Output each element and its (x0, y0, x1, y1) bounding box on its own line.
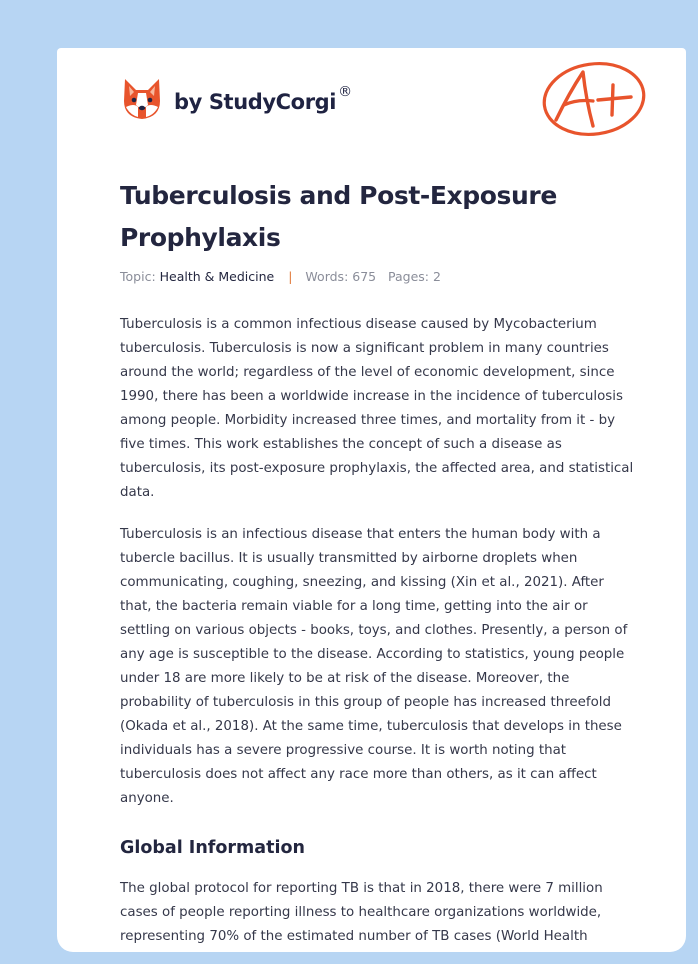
page-count: Pages: 2 (388, 269, 441, 284)
document-page (57, 48, 686, 952)
document-meta (120, 269, 441, 284)
a-plus-grade-icon (539, 58, 649, 140)
meta-separator: | (288, 269, 293, 284)
topic-label: Topic: (120, 269, 156, 284)
section-heading: Global Information (120, 838, 305, 858)
logo-wordmark (174, 84, 352, 114)
studycorgi-logo[interactable] (122, 75, 352, 123)
document-title: Tuberculosis and Post-Exposure Prophylaxis (120, 181, 557, 252)
word-count: Words: 675 (305, 269, 377, 284)
registered-mark: ® (338, 84, 352, 100)
corgi-icon (122, 77, 162, 121)
brand-name: by StudyCorgi (174, 90, 337, 114)
topic-link[interactable]: Health & Medicine (159, 269, 275, 284)
paragraph: The global protocol for reporting TB is that in 2018, there were 7 million cases of people reporting illness to healthcare organizations worldwide, representing 70% of the estimated number of TB cases (World Health (120, 881, 603, 944)
paragraph: Tuberculosis is an infectious disease that enters the human body with a tubercle bacillus. It is usually transmitted by airborne droplets when communicating, coughing, sneezing, and kissing (Xin et al., 2021). After that, the bacteria remain viable for a long time, getting into the air or settling on various objects - books, toys, and clothes. Presently, a person of any age is susceptible to the disease. According to statistics, young people under 18 are more likely to be at risk of the disease. Moreover, the probability of tuberculosis in this group of people has increased threefold (Okada et al., 2018). At the same time, tuberculosis that develops in these individuals has a severe progressive course. It is worth noting that tuberculosis does not affect any race more than others, as it can affect anyone. (120, 527, 628, 806)
document-body (120, 313, 638, 952)
paragraph: Tuberculosis is a common infectious disease caused by Mycobacterium tuberculosis. Tuberculosis is now a significant problem in many countries around the world; regardless of the level of economic development, since 1990, there has been a worldwide increase in the incidence of tuberculosis among people. Morbidity increased three times, and mortality from it - by five times. This work establishes the concept of such a disease as tuberculosis, its post-exposure prophylaxis, the affected area, and statistical data. (120, 317, 634, 500)
